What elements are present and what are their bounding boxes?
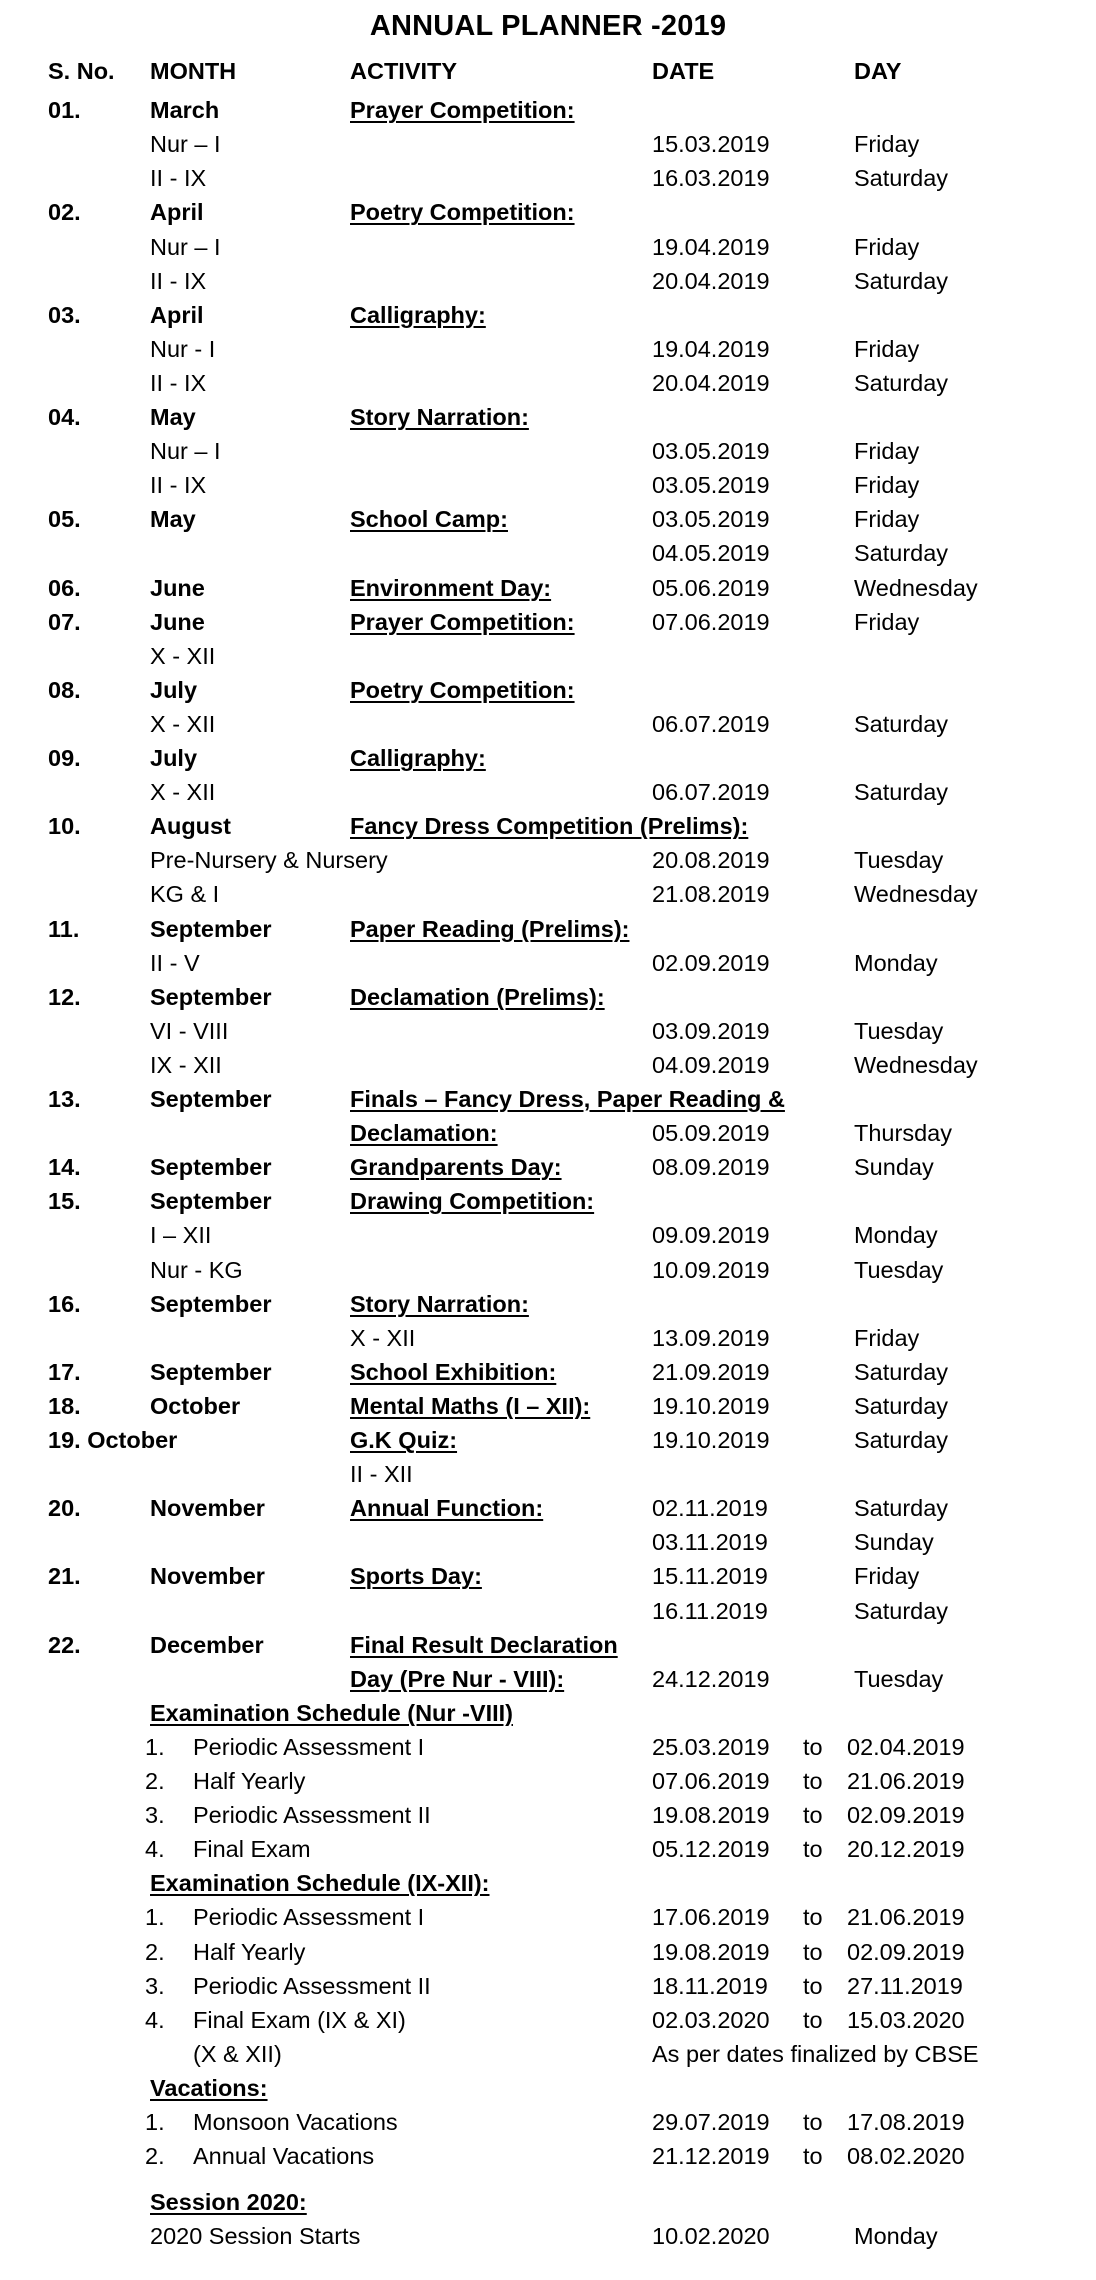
item-name: Half Yearly — [193, 1768, 306, 1794]
row-day: Tuesday — [854, 1017, 944, 1044]
header-sno: S. No. — [48, 58, 115, 84]
row-day: Saturday — [854, 540, 949, 567]
activity-month: May — [150, 506, 196, 533]
item-name: Periodic Assessment II — [193, 1972, 431, 1999]
activity-date: 24.12.2019 — [652, 1665, 770, 1692]
row-day: Friday — [854, 335, 920, 362]
row-day: Saturday — [854, 369, 949, 396]
row-date: 06.07.2019 — [652, 710, 770, 737]
date-from: 21.12.2019 — [652, 2143, 770, 2170]
activity-title: Calligraphy: — [350, 745, 486, 771]
item-name: Final Exam (IX & XI) — [193, 2006, 406, 2033]
activity-date: 08.09.2019 — [652, 1154, 770, 1181]
activity-date: 02.11.2019 — [652, 1495, 768, 1522]
activity-month: March — [150, 97, 220, 124]
class-group: X - XII — [150, 710, 216, 737]
activity-title: Annual Function: — [350, 1495, 544, 1522]
activity-title: Final Result Declaration — [350, 1631, 618, 1658]
activity-month: April — [150, 199, 204, 226]
activity-date: 05.06.2019 — [652, 574, 770, 601]
activity-number: 18. — [48, 1392, 81, 1419]
activity-date: 07.06.2019 — [652, 608, 770, 635]
class-group: Nur - KG — [150, 1256, 243, 1283]
activity-number: 10. — [48, 813, 81, 840]
header-date: DATE — [652, 58, 715, 84]
item-number: 4. — [145, 1836, 165, 1863]
item-number: 2. — [145, 1768, 165, 1794]
row-day: Saturday — [854, 267, 949, 294]
activity-title: Grandparents Day: — [350, 1154, 562, 1181]
date-to: 21.06.2019 — [847, 1904, 965, 1931]
to-word: to — [803, 1733, 823, 1760]
class-group: IX - XII — [150, 1051, 222, 1078]
row-date: 03.05.2019 — [652, 472, 770, 499]
row-date: 16.03.2019 — [652, 165, 770, 192]
activity-title: Mental Maths (I – XII): — [350, 1392, 591, 1419]
activity-date: 19.10.2019 — [652, 1427, 770, 1453]
date-to: 02.09.2019 — [847, 1938, 965, 1965]
activity-month: November — [150, 1495, 265, 1522]
header-month: MONTH — [150, 58, 237, 84]
activity-day: Saturday — [854, 1427, 949, 1453]
date-to: 17.08.2019 — [847, 2109, 965, 2135]
row-date: 04.09.2019 — [652, 1051, 770, 1078]
row-date: 20.08.2019 — [652, 847, 770, 874]
item-number: 1. — [145, 2109, 165, 2135]
row-day: Friday — [854, 233, 920, 260]
date-from: 17.06.2019 — [652, 1904, 770, 1931]
class-group: II - V — [150, 949, 200, 976]
activity-date: 19.10.2019 — [652, 1392, 770, 1419]
row-date: 09.09.2019 — [652, 1222, 770, 1249]
activity-title: Fancy Dress Competition (Prelims): — [350, 813, 749, 840]
row-day: Monday — [854, 1222, 938, 1249]
activity-number: 03. — [48, 301, 81, 328]
activity-number: 05. — [48, 506, 81, 533]
row-date: 20.04.2019 — [652, 369, 770, 396]
activity-month: November — [150, 1563, 265, 1590]
row-day: Friday — [854, 1324, 920, 1351]
session-label: 2020 Session Starts — [150, 2223, 361, 2250]
activity-title: Prayer Competition: — [350, 97, 575, 124]
row-date: 04.05.2019 — [652, 540, 770, 567]
row-date: 19.04.2019 — [652, 233, 770, 260]
row-day: Friday — [854, 131, 920, 158]
activity-number: 02. — [48, 199, 81, 226]
activity-month: June — [150, 608, 205, 635]
row-date: 03.11.2019 — [652, 1529, 768, 1556]
session-day: Monday — [854, 2223, 938, 2250]
activity-title: Drawing Competition: — [350, 1188, 595, 1215]
row-day: Monday — [854, 949, 938, 976]
activity-title: Declamation (Prelims): — [350, 983, 605, 1010]
activity-month: July — [150, 676, 198, 703]
activity-month: September — [150, 1154, 272, 1181]
row-day: Tuesday — [854, 1256, 944, 1283]
activity-number: 19. October — [48, 1427, 178, 1453]
exam-note-text: As per dates finalized by CBSE — [652, 2040, 979, 2067]
activity-number: 14. — [48, 1154, 81, 1181]
activity-month: October — [150, 1392, 241, 1419]
date-from: 18.11.2019 — [652, 1972, 768, 1999]
activity-title: Story Narration: — [350, 404, 529, 430]
item-name: Monsoon Vacations — [193, 2109, 398, 2135]
activity-month: September — [150, 915, 272, 942]
date-from: 19.08.2019 — [652, 1802, 770, 1829]
row-date: 03.09.2019 — [652, 1017, 770, 1044]
row-date: 03.05.2019 — [652, 438, 770, 465]
activity-month: April — [150, 301, 204, 328]
session-date: 10.02.2020 — [652, 2223, 770, 2250]
item-name: Final Exam — [193, 1836, 311, 1863]
activity-title: School Exhibition: — [350, 1358, 557, 1385]
row-date: 13.09.2019 — [652, 1324, 770, 1351]
activity-month: September — [150, 1188, 272, 1215]
activity-number: 11. — [48, 915, 80, 942]
section-heading: Examination Schedule (Nur -VIII) — [150, 1699, 513, 1726]
activity-day: Friday — [854, 506, 920, 533]
class-group: Nur – I — [150, 233, 221, 260]
activity-title-continued: Day (Pre Nur - VIII): — [350, 1665, 565, 1692]
activity-month: July — [150, 745, 198, 771]
to-word: to — [803, 1802, 823, 1829]
activity-title: Finals – Fancy Dress, Paper Reading & — [350, 1086, 785, 1112]
item-name: Periodic Assessment I — [193, 1733, 425, 1760]
activity-number: 17. — [48, 1358, 81, 1385]
activity-date: 03.05.2019 — [652, 506, 770, 533]
class-group: Pre-Nursery & Nursery — [150, 847, 388, 874]
activity-title-continued: Declamation: — [350, 1120, 498, 1147]
item-name: Periodic Assessment I — [193, 1904, 425, 1931]
date-from: 19.08.2019 — [652, 1938, 770, 1965]
activity-month: June — [150, 574, 205, 601]
activity-number: 07. — [48, 608, 81, 635]
to-word: to — [803, 1836, 823, 1863]
row-day: Friday — [854, 472, 920, 499]
activity-day: Friday — [854, 608, 920, 635]
session-heading: Session 2020: — [150, 2189, 307, 2216]
class-group: X - XII — [150, 779, 216, 806]
row-day: Saturday — [854, 165, 949, 192]
row-date: 02.09.2019 — [652, 949, 770, 976]
activity-number: 12. — [48, 983, 81, 1010]
activity-title: Prayer Competition: — [350, 608, 575, 635]
activity-day: Friday — [854, 1563, 920, 1590]
activity-title: Poetry Competition: — [350, 199, 575, 226]
to-word: to — [803, 1972, 823, 1999]
activity-date: 05.09.2019 — [652, 1120, 770, 1147]
class-group: X - XII — [150, 642, 216, 669]
activity-title: School Camp: — [350, 506, 508, 533]
activity-day: Saturday — [854, 1358, 949, 1385]
to-word: to — [803, 1768, 823, 1794]
row-day: Sunday — [854, 1529, 934, 1556]
activity-title: Calligraphy: — [350, 301, 486, 328]
item-number: 3. — [145, 1802, 165, 1829]
activity-day: Sunday — [854, 1154, 934, 1181]
activity-number: 20. — [48, 1495, 81, 1522]
activity-title: Paper Reading (Prelims): — [350, 915, 630, 942]
exam-note-classes: (X & XII) — [193, 2040, 282, 2067]
date-to: 02.04.2019 — [847, 1733, 965, 1760]
activity-day: Tuesday — [854, 1665, 944, 1692]
section-heading: Vacations: — [150, 2074, 268, 2101]
activity-title: Poetry Competition: — [350, 676, 575, 703]
activity-month: September — [150, 1086, 272, 1112]
row-date: 10.09.2019 — [652, 1256, 770, 1283]
activity-number: 16. — [48, 1290, 81, 1317]
to-word: to — [803, 2109, 823, 2135]
date-from: 25.03.2019 — [652, 1733, 770, 1760]
row-date: 15.03.2019 — [652, 131, 770, 158]
row-date: 16.11.2019 — [652, 1597, 768, 1624]
date-to: 20.12.2019 — [847, 1836, 965, 1863]
item-name: Half Yearly — [193, 1938, 306, 1965]
activity-day: Thursday — [854, 1120, 952, 1147]
row-day: Saturday — [854, 710, 949, 737]
class-group: I – XII — [150, 1222, 212, 1249]
row-day: Tuesday — [854, 847, 944, 874]
activity-month: December — [150, 1631, 264, 1658]
activity-title: G.K Quiz: — [350, 1427, 458, 1453]
activity-month: September — [150, 983, 272, 1010]
date-from: 07.06.2019 — [652, 1768, 770, 1794]
row-day: Saturday — [854, 1597, 949, 1624]
item-number: 2. — [145, 2143, 165, 2170]
row-day: Saturday — [854, 779, 949, 806]
date-to: 21.06.2019 — [847, 1768, 965, 1794]
date-from: 02.03.2020 — [652, 2006, 770, 2033]
activity-day: Saturday — [854, 1495, 949, 1522]
row-day: Friday — [854, 438, 920, 465]
page-title: ANNUAL PLANNER -2019 — [369, 10, 727, 42]
date-to: 27.11.2019 — [847, 1972, 963, 1999]
activity-title: Sports Day: — [350, 1563, 482, 1590]
header-activity: ACTIVITY — [350, 58, 458, 84]
item-number: 3. — [145, 1972, 165, 1999]
row-date: 19.04.2019 — [652, 335, 770, 362]
class-group: Nur - I — [150, 335, 216, 362]
to-word: to — [803, 2006, 823, 2033]
item-name: Periodic Assessment II — [193, 1802, 431, 1829]
item-number: 4. — [145, 2006, 165, 2033]
activity-number: 06. — [48, 574, 81, 601]
row-date: 20.04.2019 — [652, 267, 770, 294]
activity-number: 09. — [48, 745, 81, 771]
class-group: X - XII — [350, 1324, 416, 1351]
item-name: Annual Vacations — [193, 2143, 375, 2170]
activity-number: 22. — [48, 1631, 81, 1658]
class-group: II - IX — [150, 472, 207, 499]
class-group: KG & I — [150, 881, 220, 908]
item-number: 1. — [145, 1904, 165, 1931]
date-from: 29.07.2019 — [652, 2109, 770, 2135]
activity-title: Story Narration: — [350, 1290, 529, 1317]
activity-number: 13. — [48, 1086, 81, 1112]
activity-number: 01. — [48, 97, 81, 124]
activity-number: 08. — [48, 676, 81, 703]
activity-month: August — [150, 813, 231, 840]
to-word: to — [803, 2143, 823, 2170]
class-group: Nur – I — [150, 131, 221, 158]
header-day: DAY — [854, 58, 902, 84]
class-group: II - IX — [150, 267, 207, 294]
activity-number: 21. — [48, 1563, 81, 1590]
date-to: 02.09.2019 — [847, 1802, 965, 1829]
row-date: 06.07.2019 — [652, 779, 770, 806]
item-number: 1. — [145, 1733, 165, 1760]
class-group: II - IX — [150, 369, 207, 396]
date-to: 15.03.2020 — [847, 2006, 965, 2033]
activity-date: 15.11.2019 — [652, 1563, 768, 1590]
to-word: to — [803, 1938, 823, 1965]
activity-day: Saturday — [854, 1392, 949, 1419]
class-group: Nur – I — [150, 438, 221, 465]
activity-month: May — [150, 404, 196, 430]
date-to: 08.02.2020 — [847, 2143, 965, 2170]
row-day: Wednesday — [854, 1051, 978, 1078]
activity-month: September — [150, 1358, 272, 1385]
to-word: to — [803, 1904, 823, 1931]
row-day: Wednesday — [854, 881, 978, 908]
activity-number: 04. — [48, 404, 81, 430]
section-heading: Examination Schedule (IX-XII): — [150, 1870, 490, 1897]
class-group: VI - VIII — [150, 1017, 229, 1044]
activity-month: September — [150, 1290, 272, 1317]
class-group: II - IX — [150, 165, 207, 192]
activity-date: 21.09.2019 — [652, 1358, 770, 1385]
item-number: 2. — [145, 1938, 165, 1965]
row-date: 21.08.2019 — [652, 881, 770, 908]
date-from: 05.12.2019 — [652, 1836, 770, 1863]
activity-number: 15. — [48, 1188, 81, 1215]
activity-title: Environment Day: — [350, 574, 552, 601]
activity-day: Wednesday — [854, 574, 978, 601]
class-group: II - XII — [350, 1461, 413, 1488]
